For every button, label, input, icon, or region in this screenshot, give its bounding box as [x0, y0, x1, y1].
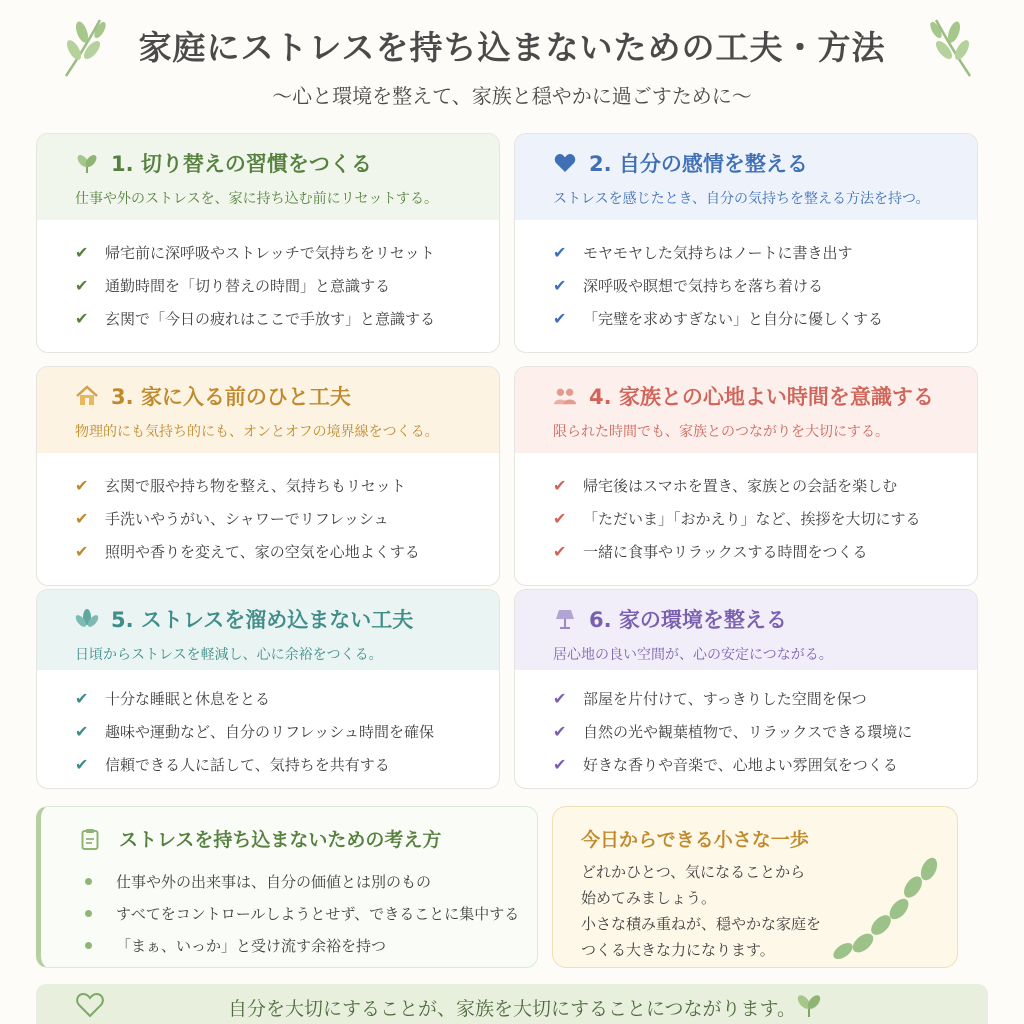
list-item-text: 部屋を片付けて、すっきりした空間を保つ — [583, 690, 867, 708]
list-item — [75, 748, 499, 781]
list-item — [553, 502, 977, 535]
check-icon: ✔ — [553, 755, 567, 774]
bullet-icon — [85, 942, 92, 949]
check-icon: ✔ — [553, 243, 567, 262]
check-icon: ✔ — [75, 476, 89, 495]
leaf-branch-icon — [928, 14, 976, 80]
card-list — [37, 453, 499, 568]
list-item-text: 照明や香りを変えて、家の空気を心地よくする — [105, 543, 420, 561]
page-subtitle: 〜心と環境を整えて、家族と穏やかに過ごすために〜 — [272, 84, 752, 108]
house-icon — [75, 385, 99, 407]
small-step-title: 今日からできる小さな一歩 — [581, 829, 809, 851]
list-item-text: 玄関で服や持ち物を整え、気持ちもリセット — [105, 477, 406, 495]
list-item — [75, 535, 499, 568]
footer-banner — [36, 984, 988, 1024]
list-item-text: 好きな香りや音楽で、心地よい雰囲気をつくる — [583, 756, 898, 774]
list-item-text: 十分な睡眠と休息をとる — [105, 690, 271, 708]
list-item-text: 信頼できる人に話して、気持ちを共有する — [105, 756, 390, 774]
list-item — [75, 302, 499, 335]
card-emotions — [514, 133, 978, 353]
card-subtitle: 居心地の良い空間が、心の安定につながる。 — [553, 647, 833, 663]
list-item — [85, 929, 519, 961]
card-title-row — [553, 604, 957, 634]
list-item-text: 「ただいま」「おかえり」など、挨拶を大切にする — [583, 510, 921, 528]
card-subtitle: 限られた時間でも、家族とのつながりを大切にする。 — [553, 424, 889, 440]
check-icon: ✔ — [75, 542, 89, 561]
clipboard-icon — [81, 828, 103, 850]
list-item — [75, 269, 499, 302]
list-item-text: 自然の光や観葉植物で、リラックスできる環境に — [583, 723, 913, 741]
check-icon: ✔ — [75, 689, 89, 708]
list-item — [553, 682, 977, 715]
small-step-text — [581, 861, 821, 965]
list-item-text: 通勤時間を「切り替えの時間」と意識する — [105, 277, 391, 295]
mindset-title-row — [81, 825, 441, 852]
list-item — [553, 236, 977, 269]
list-item — [553, 302, 977, 335]
check-icon: ✔ — [553, 476, 567, 495]
sprout-icon — [796, 992, 822, 1018]
list-item — [75, 469, 499, 502]
list-item-text: 「完璧を求めすぎない」と自分に優しくする — [583, 310, 884, 328]
check-icon: ✔ — [75, 309, 89, 328]
list-item-text: 手洗いやうがい、シャワーでリフレッシュ — [105, 510, 389, 528]
mindset-list — [85, 865, 519, 961]
card-title-row — [553, 148, 957, 178]
mindset-box — [36, 806, 538, 968]
small-step-box — [552, 806, 958, 968]
sprout-icon — [75, 152, 99, 174]
check-icon: ✔ — [75, 755, 89, 774]
card-header — [37, 367, 499, 453]
card-family-time — [514, 366, 978, 586]
list-item-text: 深呼吸や瞑想で気持ちを落ち着ける — [583, 277, 824, 295]
list-item-text: 玄関で「今日の疲れはここで手放す」と意識する — [105, 310, 436, 328]
check-icon: ✔ — [75, 243, 89, 262]
check-icon: ✔ — [553, 276, 567, 295]
card-subtitle: 日頃からストレスを軽減し、心に余裕をつくる。 — [75, 647, 383, 663]
card-home-environment — [514, 589, 978, 789]
mindset-title: ストレスを持ち込まないための考え方 — [119, 829, 442, 851]
footer-text: 自分を大切にすることが、家族を大切にすることにつながります。 — [227, 998, 797, 1020]
check-icon: ✔ — [553, 309, 567, 328]
card-title-row — [553, 381, 957, 411]
small-step-line: 始めてみましょう。 — [581, 889, 717, 907]
card-title: 5. ストレスを溜め込まない工夫 — [111, 608, 414, 632]
list-item-text: 帰宅前に深呼吸やストレッチで気持ちをリセット — [105, 244, 435, 262]
list-item-text: 一緒に食事やリラックスする時間をつくる — [583, 543, 868, 561]
lotus-icon — [75, 608, 99, 630]
card-stress-relief — [36, 589, 500, 789]
bullet-icon — [85, 878, 92, 885]
list-item — [553, 269, 977, 302]
list-item — [75, 502, 499, 535]
card-switching-habit — [36, 133, 500, 353]
card-subtitle: 仕事や外のストレスを、家に持ち込む前にリセットする。 — [75, 191, 439, 207]
check-icon: ✔ — [553, 722, 567, 741]
list-item-text: 趣味や運動など、自分のリフレッシュ時間を確保 — [105, 723, 434, 741]
card-title: 6. 家の環境を整える — [589, 608, 787, 632]
list-item — [85, 865, 519, 897]
card-list — [515, 453, 977, 568]
card-list — [37, 670, 499, 781]
check-icon: ✔ — [553, 689, 567, 708]
list-item — [553, 469, 977, 502]
list-item-text: 「まぁ、いっか」と受け流す余裕を持つ — [116, 936, 387, 955]
list-item — [85, 897, 519, 929]
list-item-text: すべてをコントロールしようとせず、できることに集中する — [116, 904, 520, 923]
card-list — [37, 220, 499, 335]
card-title: 4. 家族との心地よい時間を意識する — [589, 385, 934, 409]
card-before-entering-home — [36, 366, 500, 586]
card-title: 3. 家に入る前のひと工夫 — [111, 385, 351, 409]
list-item — [75, 236, 499, 269]
list-item — [553, 748, 977, 781]
check-icon: ✔ — [553, 509, 567, 528]
card-title-row — [75, 381, 479, 411]
list-item-text: モヤモヤした気持ちはノートに書き出す — [583, 244, 853, 262]
check-icon: ✔ — [75, 509, 89, 528]
page-title: 家庭にストレスを持ち込まないための工夫・方法 — [138, 28, 886, 67]
small-step-line: つくる大きな力になります。 — [581, 941, 775, 959]
small-step-line: 小さな積み重ねが、穏やかな家庭を — [581, 915, 822, 933]
list-item-text: 帰宅後はスマホを置き、家族との会話を楽しむ — [583, 477, 898, 495]
bullet-icon — [85, 910, 92, 917]
card-title: 1. 切り替えの習慣をつくる — [111, 152, 372, 176]
card-subtitle: ストレスを感じたとき、自分の気持ちを整える方法を持つ。 — [553, 191, 930, 207]
card-list — [515, 670, 977, 781]
list-item — [75, 682, 499, 715]
card-subtitle: 物理的にも気持ち的にも、オンとオフの境界線をつくる。 — [75, 424, 439, 440]
card-list — [515, 220, 977, 335]
family-icon — [553, 385, 577, 407]
footprints-icon — [829, 847, 949, 965]
page-header — [0, 0, 1024, 128]
list-item — [553, 535, 977, 568]
check-icon: ✔ — [75, 276, 89, 295]
card-title-row — [75, 604, 479, 634]
small-step-line: どれかひとつ、気になることから — [581, 863, 806, 881]
list-item — [553, 715, 977, 748]
card-header — [515, 367, 977, 453]
lamp-icon — [553, 608, 577, 630]
check-icon: ✔ — [75, 722, 89, 741]
card-title-row — [75, 148, 479, 178]
card-header — [37, 134, 499, 220]
card-header — [515, 590, 977, 670]
card-header — [515, 134, 977, 220]
card-header — [37, 590, 499, 670]
list-item — [75, 715, 499, 748]
card-title: 2. 自分の感情を整える — [589, 152, 808, 176]
check-icon: ✔ — [553, 542, 567, 561]
list-item-text: 仕事や外の出来事は、自分の価値とは別のもの — [116, 872, 432, 891]
heart-icon — [553, 152, 577, 174]
